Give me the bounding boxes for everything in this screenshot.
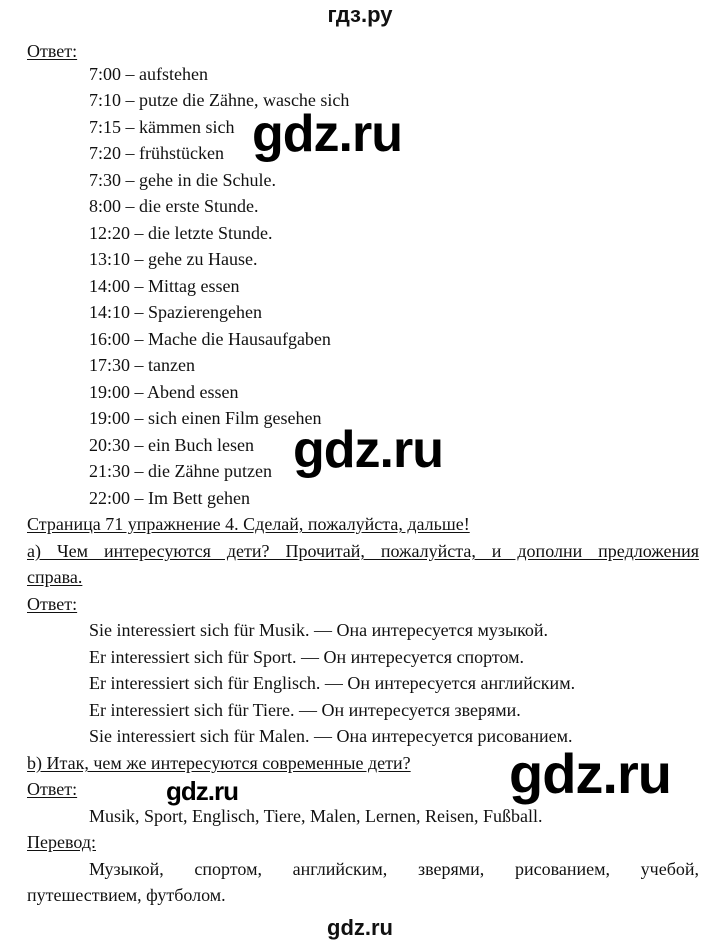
schedule-item: 7:10 – putze die Zähne, wasche sich (89, 90, 350, 110)
task-a-line2: справа. (27, 567, 83, 587)
schedule-item: 13:10 – gehe zu Hause. (89, 249, 258, 269)
watermark: gdz.ru (166, 776, 238, 806)
sentence-item: Sie interessiert sich für Malen. — Она интересуется рисованием. (89, 726, 573, 746)
schedule-item: 20:30 – ein Buch lesen (89, 435, 254, 455)
schedule-item: 21:30 – die Zähne putzen (89, 461, 272, 481)
answer-label-a: Ответ: (27, 594, 78, 614)
schedule-item: 14:00 – Mittag essen (89, 276, 240, 296)
schedule-item: 19:00 – Abend essen (89, 382, 239, 402)
schedule-item: 7:00 – aufstehen (89, 64, 208, 84)
sentence-item: Er interessiert sich für Englisch. — Он интересуется английским. (89, 673, 576, 693)
schedule-item: 7:30 – gehe in die Schule. (89, 170, 276, 190)
site-header-title: гдз.ру (327, 2, 393, 27)
exercise-heading: Страница 71 упражнение 4. Сделай, пожалуйста, дальше! (27, 514, 470, 534)
answer-b-text: Musik, Sport, Englisch, Tiere, Malen, Lernen, Reisen, Fußball. (89, 806, 543, 826)
footer-site-title: gdz.ru (327, 915, 393, 940)
task-a-line1: а) Чем интересуются дети? Прочитай, пожалуйста, и дополни предложения (27, 541, 699, 561)
schedule-item: 17:30 – tanzen (89, 355, 195, 375)
translation-line1: Музыкой, спортом, английским, зверями, рисованием, учебой, (89, 859, 699, 879)
schedule-item: 7:15 – kämmen sich (89, 117, 235, 137)
translation-line2: путешествием, футболом. (27, 885, 226, 905)
answer-label: Ответ: (27, 41, 78, 61)
schedule-item: 19:00 – sich einen Film gesehen (89, 408, 322, 428)
schedule-item: 7:20 – frühstücken (89, 143, 224, 163)
translation-label: Перевод: (27, 832, 96, 852)
task-b: b) Итак, чем же интересуются современные дети? (27, 753, 411, 773)
sentence-item: Er interessiert sich für Tiere. — Он интересуется зверями. (89, 700, 521, 720)
schedule-item: 8:00 – die erste Stunde. (89, 196, 259, 216)
answer-label-b: Ответ: (27, 779, 78, 799)
watermark: gdz.ru (252, 105, 402, 163)
watermark: gdz.ru (293, 421, 443, 479)
schedule-item: 12:20 – die letzte Stunde. (89, 223, 273, 243)
schedule-item: 16:00 – Mache die Hausaufgaben (89, 329, 331, 349)
schedule-item: 22:00 – Im Bett gehen (89, 488, 250, 508)
schedule-item: 14:10 – Spazierengehen (89, 302, 262, 322)
sentence-item: Sie interessiert sich für Musik. — Она интересуется музыкой. (89, 620, 549, 640)
watermark: gdz.ru (509, 742, 671, 805)
sentence-item: Er interessiert sich für Sport. — Он интересуется спортом. (89, 647, 525, 667)
